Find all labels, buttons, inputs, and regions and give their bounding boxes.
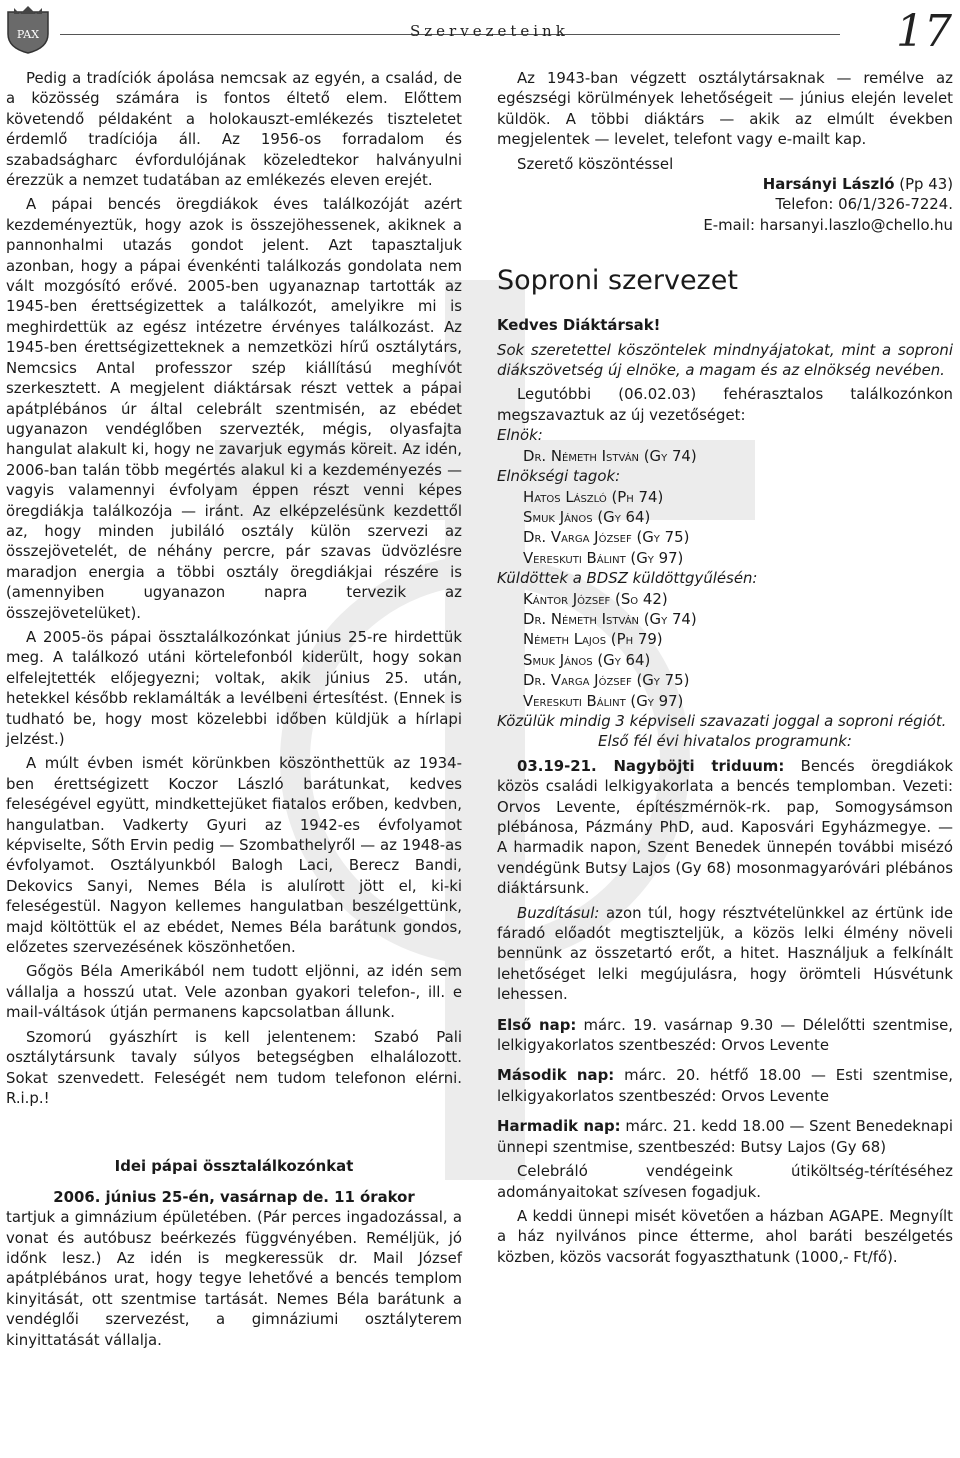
- list-item: Vereskuti Bálint (Gy 97): [523, 548, 684, 567]
- svg-text:PAX: PAX: [16, 28, 40, 41]
- paragraph: Pedig a tradíciók ápolása nemcsak az egyén, a család, de a közösség számára is fontos éltető elem. Előttem követendő példaként a holokauszt-emlékezés tiszteletet érdemlő tradíciója áll. Az 1956-os forradalom és szabadságharc évfordulójának közeledtekor halványulni érezzük a nemzet tudatában az emlékezés eleven erejét.: [6, 69, 462, 190]
- left-column: [6, 68, 462, 1350]
- list-item: Smuk János (Gy 64): [523, 650, 651, 669]
- paragraph: Szomorú gyászhírt is kell jelentenem: Szabó Pali osztálytársunk tavaly súlyos betegségben elhalálozott. Sokat szenvedett. Feleségét nem tudom telefonon elérni. R.i.p.!: [6, 1027, 462, 1107]
- paragraph: A múlt évben ismét körünkben köszönthettük az 1934-ben érettségizett Koczor László barátunkat, kedves feleségével együtt, mindkettejüket fiatalos erőben, kedvben, hangulatban. Vadkerty Gyuri az 1942-es évfolyamot képviselte, Sőth Ervin pedig — Szombathelyről — az 1948-as évfolyamot. Osztályunkból Balogh Laci, Berecz Bandi, Dekovics Sanyi, Nemes Béla is alulírott jött el, ki-ki feleségestül. Nagyon kellemes hangulatban beszélgettünk, majd költöttük el az ebédet, Nemes Béla barátunk gondos, előzetes szervezésének köszönhetően.: [6, 754, 462, 957]
- buzditas-label: Buzdításul:: [517, 903, 600, 922]
- intro: Sok szeretettel köszöntelek mindnyájatokat, mint a soproni diákszövetség új elnöke, a magam és az elnökség nevében.: [497, 340, 953, 380]
- list-item: Vereskuti Bálint (Gy 97): [523, 691, 684, 710]
- list-item: Dr. Varga József (Gy 75): [523, 528, 690, 547]
- paragraph: Gőgös Béla Amerikából nem tudott eljönni, az idén sem vállalja a hosszú utat. Vele azonban gyakori telefon-, ill. e mail-váltások útján permanens kapcsolatban állunk.: [6, 962, 462, 1022]
- signature-email: E-mail: harsanyi.laszlo@chello.hu: [703, 215, 953, 234]
- page-header: [0, 0, 960, 56]
- tagok-label: Elnökségi tagok:: [497, 467, 621, 486]
- closing-line: Szerető köszöntéssel: [517, 154, 674, 173]
- day-text: márc. 20. hétfő 18.00 — Esti szentmise, lelkigyakorlatos szentbeszéd: Orvos Levente: [497, 1066, 953, 1105]
- right-column: [497, 68, 953, 1267]
- triduum-text: Bencés öregdiákok közös családi lelkigyakorlata a bencés templomban. Vezeti: Orvos Levente, építészmérnök-rk. pap, Somogysámson plébánosa, Pázmány PhD, aud. Kaposvári Egyházmegye. — A harmadik napon, Szent Benedek ünnepén további misézó vendégünk Butsy Lajos (Gy 68) mosonmagyaróvári plébános diáktársunk.: [497, 756, 953, 898]
- program-day-3: [497, 1116, 953, 1157]
- program-day-1: [497, 1015, 953, 1056]
- buzditas-paragraph: [497, 903, 953, 1005]
- list-item: Kántor József (So 42): [523, 589, 668, 608]
- triduum-date: 03.19-21. Nagyböjti triduum:: [517, 756, 785, 775]
- paragraph: A 2005-ös pápai össztalálkozónkat június 25-re hirdettük meg. A találkozó utáni körtelefonból kiderült, hogy sokan elfelejtették előjegyezni; voltak, akik június 25. után, hetekkel később reklamálták a levélbeni értesítést. (Ennek is tudható be, hogy most közelebbi időben küldjük a hírlapi jelzést.): [6, 627, 462, 748]
- costs-paragraph: Celebráló vendégeink útiköltség-térítéséhez adományaitokat szívesen fogadjuk.: [497, 1162, 953, 1201]
- greeting: Kedves Diáktársak!: [497, 316, 661, 335]
- day-text: márc. 21. kedd 18.00 — Szent Benedeknapi ünnepi szentmise, szentbeszéd: Butsy Lajos (Gy 68): [497, 1117, 954, 1156]
- buzditas-text: azon túl, hogy résztvételünkkel az értünk ide fáradó előadót megtiszteljük, a közös lelki élmény növeli bennünk az összetartó erőt, a hitet. Használjuk a felkínált lehetőséget lelki megújulásra, hogy örömteli Húsvétunk lehessen.: [497, 903, 954, 1004]
- list-item: Smuk János (Gy 64): [523, 507, 651, 526]
- elnok-label: Elnök:: [497, 426, 543, 445]
- program-day-2: [497, 1065, 953, 1106]
- paragraph: Az 1943-ban végzett osztálytársaknak — remélve az egészségi körülmények lehetőségeit — június elején levelet küldök. A többi diáktárs — akik az elmúlt években megjelentek — levelet, telefont vagy e-mailt kap.: [497, 69, 953, 149]
- list-item: Dr. Németh István (Gy 74): [523, 609, 697, 628]
- association-logo-icon: [4, 4, 52, 54]
- signature-phone: Telefon: 06/1/326-7224.: [775, 195, 953, 214]
- day-label: Harmadik nap:: [497, 1117, 621, 1136]
- note: Első fél évi hivatalos programunk:: [598, 732, 852, 751]
- triduum-paragraph: [497, 756, 953, 899]
- list-item: Dr. Németh István (Gy 74): [523, 446, 697, 465]
- page-number: 17: [896, 6, 952, 57]
- signature-class: (Pp 43): [899, 175, 953, 194]
- agape-paragraph: A keddi ünnepi misét követően a házban AGAPE. Megnyílt a ház nyilvános pince étterme, ahol baráti beszélgetés közben, közös vacsorát fogyaszthatunk (1000,- Ft/fő).: [497, 1206, 953, 1266]
- event-text: tartjuk a gimnázium épületében. (Pár perces ingadozással, a vonat és autóbusz beérkezés függvényében. Reméljük, jó időnk lesz.) Az idén is megkeressük dr. Mail József apátplébános urat, hogy tegye lehetővé a bencés templom kinyitását, ott szentmise tartását. Nemes Béla barátunk a vendéglői szervezést, a gimnáziumi osztályterem kinyittatását vállalja.: [6, 1208, 462, 1349]
- meeting-text: Legutóbbi (06.02.03) fehérasztalos találkozónkon megszavaztuk az új vezetőséget:: [497, 385, 953, 424]
- paragraph: A pápai bencés öregdiákok éves találkozóját azért kezdeményeztük, hogy azok is összejöhessenek, akiknek a pannonhalmi utazás gondot jelent. Azt tapasztaljuk azonban, hogy a pápai évenkénti találkozás gondolata nem vált mozgósító erővé. 2005-ben ugyanaznap tartották az 1945-ben érettségizettek a találkozót, amelyikre mi is meghirdettük az egész intézetre érvényes találkozást. Az 1945-ben érettségizetteknek a nemzetközi hírű osztálytárs, Nemcsics Antal professzor szép kiállítású meghívót szerkesztett. A megjelent diáktársak részt vettek a pápai apátplébános úr által celebrált szentmisén, az ebédet ugyanazon vendéglőben szervezték, mégis, olyasfajta hangulat alakult ki, hogy ne zavarjuk egymás köreit. Az idén, 2006-ban talán több megértés alakul ki a kezdeményezés — vagyis valamennyi évfolyam éppen részt venni képes öregdiákja találkozója — iránt. Az elképzelésünk kezdettől az, hogy minden jubiláló osztály külön szervezi az összejövetelét, de néhány percre, pár szavas üdvözlésre maradjon energia a többi osztály öregdiákjai részére is (amennyiben ugyanazon napra tervezik az összejövetelüket).: [6, 195, 462, 622]
- event-date: 2006. június 25-én, vasárnap de. 11 órakor: [53, 1187, 415, 1206]
- section-title: Szervezeteink: [410, 22, 569, 40]
- list-item: Németh Lajos (Ph 79): [523, 630, 663, 649]
- kuldottek-label: Küldöttek a BDSZ küldöttgyűlésén:: [497, 569, 758, 588]
- signature: [497, 174, 953, 194]
- list-item: Hatos László (Ph 74): [523, 487, 664, 506]
- note: Közülük mindig 3 képviseli szavazati joggal a soproni régiót.: [497, 711, 947, 730]
- day-label: Második nap:: [497, 1066, 615, 1085]
- day-label: Első nap:: [497, 1015, 577, 1034]
- org-title: Soproni szervezet: [497, 265, 738, 297]
- day-text: márc. 19. vasárnap 9.30 — Délelőtti szentmise, lelkigyakorlatos szentbeszéd: Orvos Levente: [497, 1015, 953, 1055]
- list-item: Dr. Varga József (Gy 75): [523, 671, 690, 690]
- event-title: Idei pápai össztalálkozónkat: [114, 1157, 354, 1176]
- signature-name: Harsányi László: [762, 175, 895, 194]
